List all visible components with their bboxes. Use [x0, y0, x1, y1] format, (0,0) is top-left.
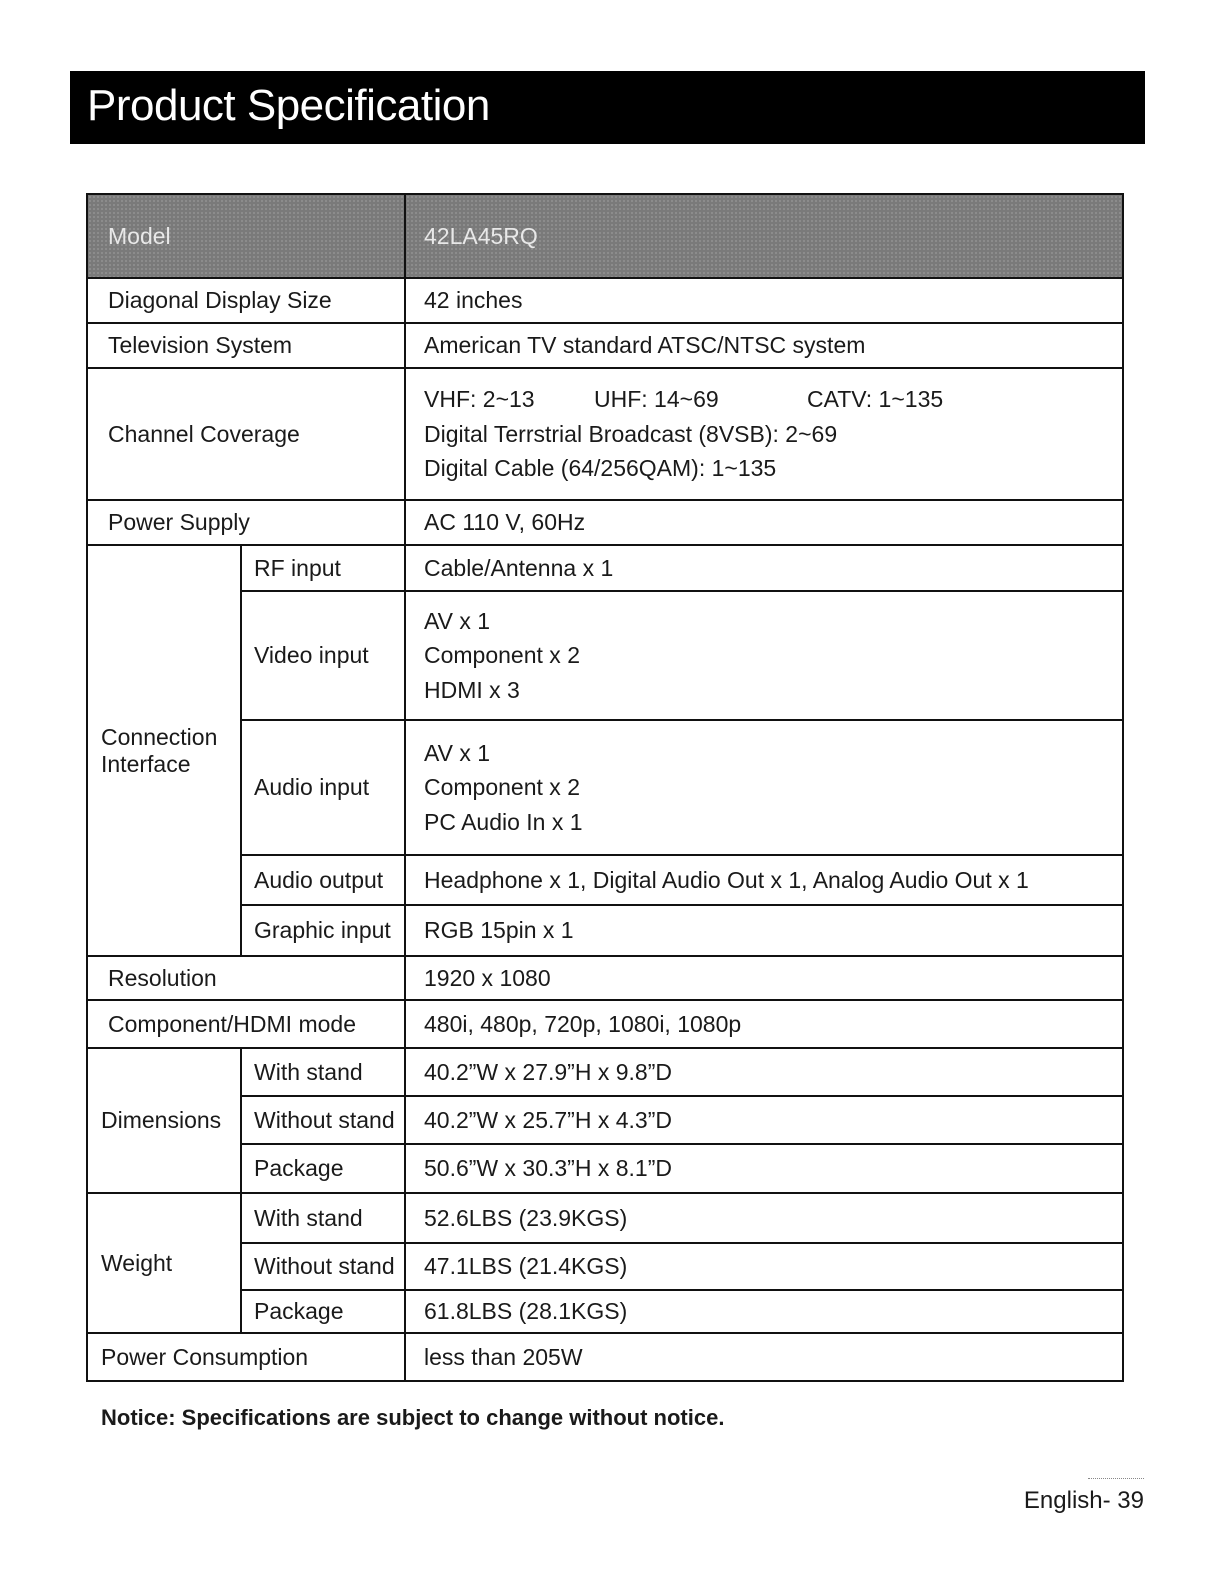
table-row — [87, 1243, 1123, 1290]
footer-divider — [1088, 1478, 1144, 1479]
dimensions-label: Dimensions — [87, 1048, 241, 1193]
wt-with-stand-label: With stand — [241, 1193, 405, 1243]
wt-package-label: Package — [241, 1290, 405, 1333]
power-supply-value: AC 110 V, 60Hz — [405, 500, 1123, 545]
tv-system-value: American TV standard ATSC/NTSC system — [405, 323, 1123, 368]
table-row — [87, 368, 1123, 500]
page-title: Product Specification — [87, 81, 490, 130]
wt-package-value: 61.8LBS (28.1KGS) — [405, 1290, 1123, 1333]
notice-text: Notice: Specifications are subject to change without notice. — [101, 1405, 725, 1430]
title-banner — [70, 71, 1145, 144]
rf-input-value: Cable/Antenna x 1 — [405, 545, 1123, 591]
power-supply-label: Power Supply — [87, 500, 405, 545]
dim-package-value: 50.6”W x 30.3”H x 8.1”D — [405, 1144, 1123, 1193]
table-row — [87, 278, 1123, 323]
diagonal-label: Diagonal Display Size — [87, 278, 405, 323]
table-row — [87, 1000, 1123, 1048]
digital-terrestrial: Digital Terrstrial Broadcast (8VSB): 2~69 — [424, 420, 838, 447]
diagonal-value: 42 inches — [405, 278, 1123, 323]
rf-input-label: RF input — [241, 545, 405, 591]
resolution-value: 1920 x 1080 — [405, 956, 1123, 1000]
table-row — [87, 1333, 1123, 1381]
audio-output-label: Audio output — [241, 855, 405, 905]
table-row — [87, 720, 1123, 855]
table-row — [87, 323, 1123, 368]
table-row — [87, 905, 1123, 956]
table-row — [87, 500, 1123, 545]
dim-with-stand-value: 40.2”W x 27.9”H x 9.8”D — [405, 1048, 1123, 1096]
audio-input-label: Audio input — [241, 720, 405, 855]
graphic-input-value: RGB 15pin x 1 — [405, 905, 1123, 956]
digital-cable: Digital Cable (64/256QAM): 1~135 — [424, 455, 777, 482]
graphic-input-label: Graphic input — [241, 905, 405, 956]
catv-range: CATV: 1~135 — [807, 386, 944, 413]
model-value: 42LA45RQ — [405, 194, 1123, 278]
vhf-range: VHF: 2~13 — [424, 386, 535, 413]
video-input-value: AV x 1 Component x 2 HDMI x 3 — [405, 591, 1123, 720]
component-mode-value: 480i, 480p, 720p, 1080i, 1080p — [405, 1000, 1123, 1048]
table-header-row — [87, 194, 1123, 278]
dim-without-stand-label: Without stand — [241, 1096, 405, 1144]
power-consumption-label: Power Consumption — [87, 1333, 405, 1381]
model-label: Model — [87, 194, 405, 278]
wt-without-stand-value: 47.1LBS (21.4KGS) — [405, 1243, 1123, 1290]
table-row — [87, 855, 1123, 905]
component-mode-label: Component/HDMI mode — [87, 1000, 405, 1048]
spec-table — [86, 193, 1124, 1382]
audio-output-value: Headphone x 1, Digital Audio Out x 1, Analog Audio Out x 1 — [405, 855, 1123, 905]
table-row — [87, 1290, 1123, 1333]
wt-with-stand-value: 52.6LBS (23.9KGS) — [405, 1193, 1123, 1243]
analog-channels — [424, 382, 1122, 416]
dim-with-stand-label: With stand — [241, 1048, 405, 1096]
table-row — [87, 1193, 1123, 1243]
dim-package-label: Package — [241, 1144, 405, 1193]
audio-input-value: AV x 1 Component x 2 PC Audio In x 1 — [405, 720, 1123, 855]
table-row — [87, 1096, 1123, 1144]
table-row — [87, 545, 1123, 591]
power-consumption-value: less than 205W — [405, 1333, 1123, 1381]
table-row — [87, 956, 1123, 1000]
video-input-label: Video input — [241, 591, 405, 720]
connection-interface-label: Connection Interface — [87, 545, 241, 956]
channel-value — [405, 368, 1123, 500]
page-number: English- 39 — [1023, 1487, 1144, 1514]
weight-label: Weight — [87, 1193, 241, 1333]
dim-without-stand-value: 40.2”W x 25.7”H x 4.3”D — [405, 1096, 1123, 1144]
channel-label: Channel Coverage — [87, 368, 405, 500]
tv-system-label: Television System — [87, 323, 405, 368]
uhf-range: UHF: 14~69 — [594, 386, 719, 413]
table-row — [87, 1048, 1123, 1096]
resolution-label: Resolution — [87, 956, 405, 1000]
table-row — [87, 1144, 1123, 1193]
wt-without-stand-label: Without stand — [241, 1243, 405, 1290]
table-row — [87, 591, 1123, 720]
